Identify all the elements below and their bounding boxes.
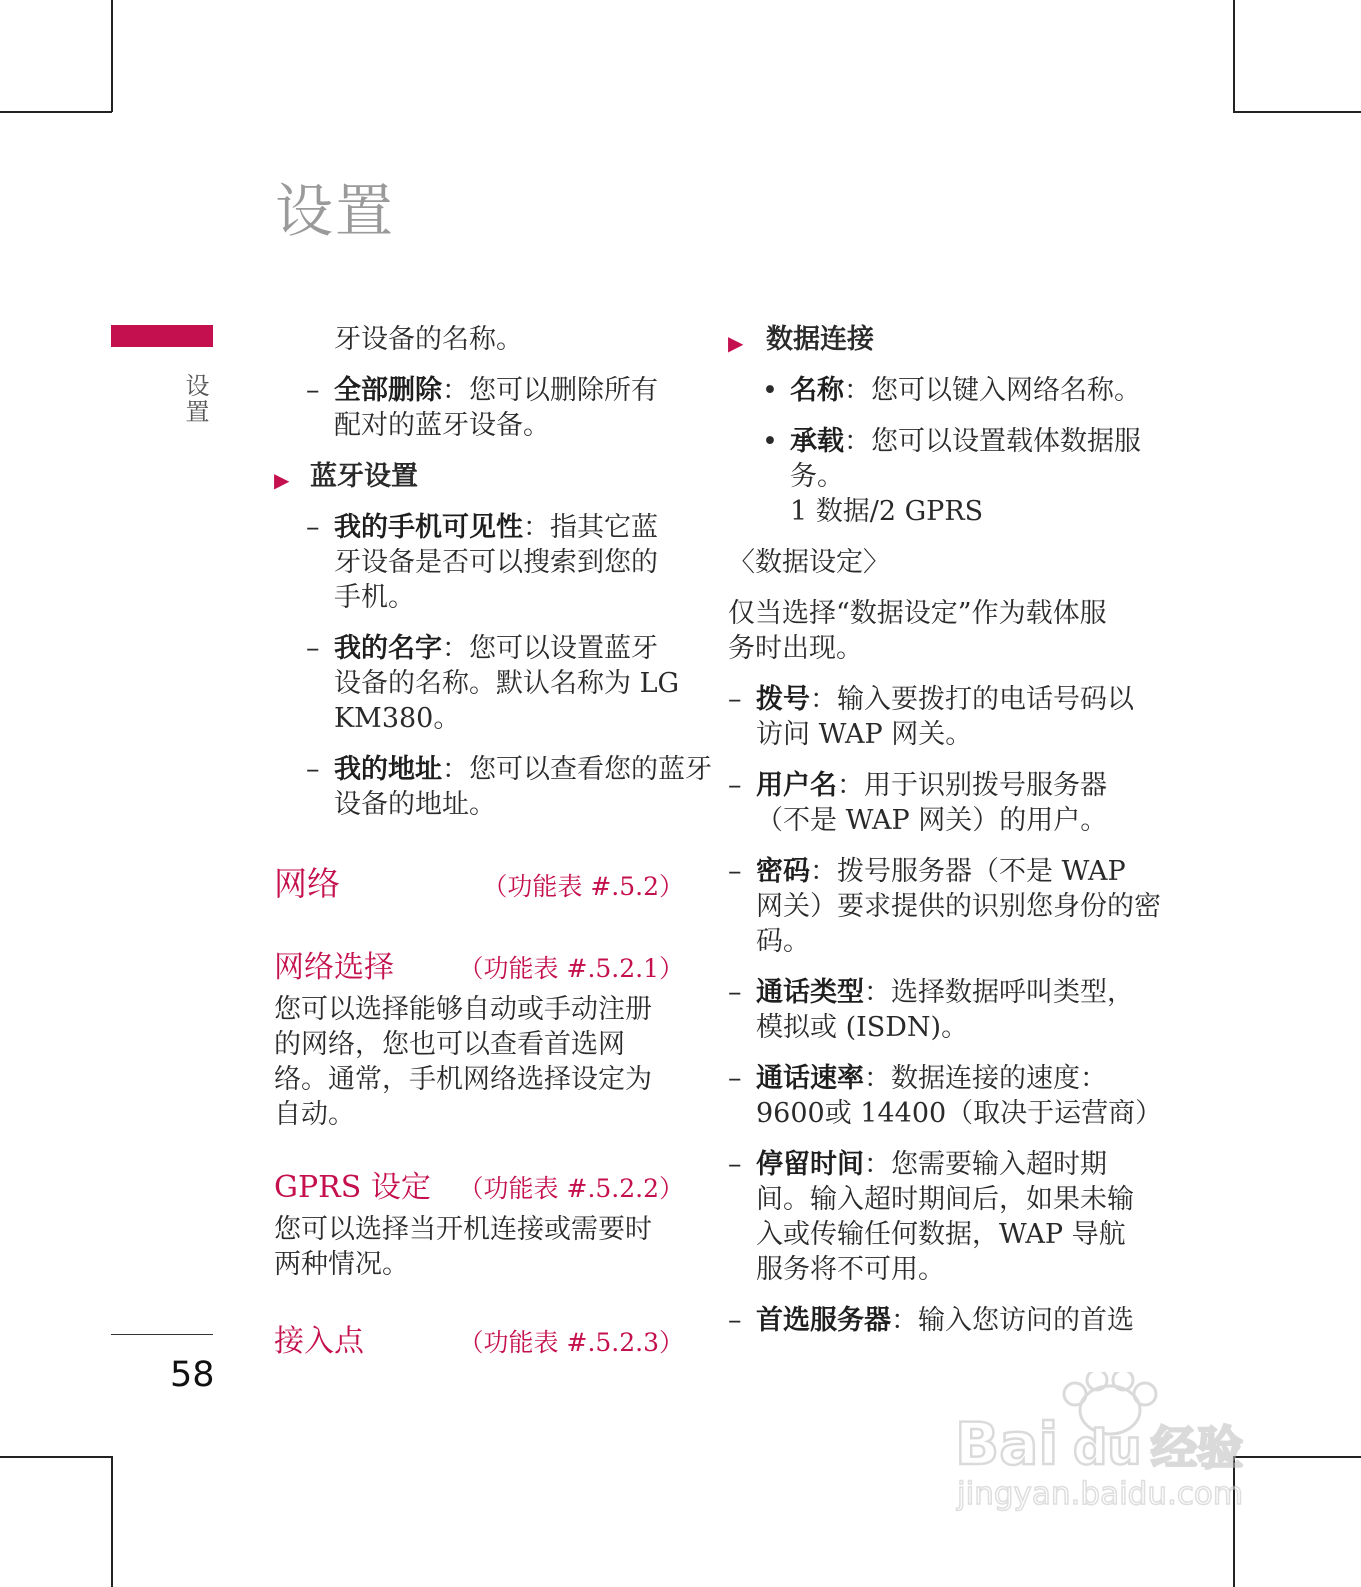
menu-reference: （功能表 #.5.2.3） <box>458 1328 684 1357</box>
subsection-heading: ▶ 蓝牙设置 <box>274 459 684 494</box>
subsection-heading: 〈数据设定〉 <box>728 547 890 578</box>
section-heading-network <box>274 866 684 904</box>
list-item: • 名称：您可以键入网络名称。 <box>728 373 1148 408</box>
side-chapter-label: 设置 <box>181 373 209 425</box>
list-item: – 通话速率：数据连接的速度：9600或 14400（取决于运营商） <box>728 1061 1156 1131</box>
svg-text:Bai: Bai <box>955 1410 1059 1478</box>
section-body: 您可以选择能够自动或手动注册的网络，您也可以查看首选网络。通常，手机网络选择设定为自动。 <box>274 994 652 1130</box>
list-item: – 用户名：用于识别拨号服务器（不是 WAP 网关）的用户。 <box>728 768 1151 838</box>
list-item: – 全部删除：您可以删除所有配对的蓝牙设备。 <box>274 373 684 443</box>
list-item: – 停留时间：您需要输入超时期间。输入超时期间后，如果未输入或传输任何数据，WAP 导航服务将不可用。 <box>728 1147 1151 1287</box>
list-item: – 首选服务器：输入您访问的首选 <box>728 1303 1151 1338</box>
section-heading-access-point <box>274 1324 684 1360</box>
svg-text:jingyan.baidu.com: jingyan.baidu.com <box>957 1476 1244 1512</box>
crop-mark <box>0 1456 112 1458</box>
menu-reference: （功能表 #.5.2.1） <box>458 954 684 983</box>
term: 承载 <box>790 426 844 457</box>
crop-mark <box>111 0 113 112</box>
footer-rule <box>111 1334 213 1335</box>
term: 通话速率 <box>756 1063 864 1094</box>
section-title: GPRS 设定 <box>274 1170 431 1205</box>
section-heading-gprs <box>274 1170 684 1206</box>
triangle-bullet-icon: ▶ <box>728 331 744 355</box>
term: 我的名字 <box>334 633 442 664</box>
page-title: 设置 <box>275 177 396 245</box>
section-title: 网络 <box>274 864 340 903</box>
crop-mark <box>111 1456 113 1587</box>
page-number: 58 <box>170 1355 215 1395</box>
crop-mark <box>1233 0 1235 112</box>
menu-reference: （功能表 #.5.2） <box>482 872 684 901</box>
continued-text: 牙设备的名称。 <box>334 324 523 355</box>
bearer-options: 1 数据/2 GPRS <box>790 496 984 527</box>
term: 用户名 <box>756 770 837 801</box>
term: 首选服务器 <box>756 1305 891 1336</box>
term: 名称 <box>790 375 844 406</box>
menu-reference: （功能表 #.5.2.2） <box>458 1174 684 1203</box>
list-item: – 密码：拨号服务器（不是 WAP 网关）要求提供的识别您身份的密码。 <box>728 854 1161 959</box>
list-item: – 拨号：输入要拨打的电话号码以访问 WAP 网关。 <box>728 682 1151 752</box>
section-heading-network-select <box>274 950 684 986</box>
term: 我的手机可见性 <box>334 512 523 543</box>
list-item: – 我的手机可见性：指其它蓝牙设备是否可以搜索到您的手机。 <box>274 510 684 615</box>
term: 密码 <box>756 856 810 887</box>
section-body: 您可以选择当开机连接或需要时两种情况。 <box>274 1214 652 1280</box>
baidu-jingyan-watermark <box>955 1372 1265 1512</box>
intro-text: 仅当选择“数据设定”作为载体服务时出现。 <box>728 598 1107 664</box>
term: 全部删除 <box>334 375 442 406</box>
crop-mark <box>0 111 112 113</box>
list-item: – 通话类型：选择数据呼叫类型，模拟或 (ISDN)。 <box>728 975 1151 1045</box>
term: 我的地址 <box>334 754 442 785</box>
svg-text:经验: 经验 <box>1151 1421 1243 1475</box>
list-item: • 承载：您可以设置载体数据服务。 <box>728 424 1170 494</box>
section-title: 接入点 <box>274 1324 364 1359</box>
list-item: – 我的地址：您可以查看您的蓝牙设备的地址。 <box>274 752 729 822</box>
subsection-heading: ▶ 数据连接 <box>728 322 1148 357</box>
list-item: – 我的名字：您可以设置蓝牙设备的名称。默认名称为 LG KM380。 <box>274 631 684 736</box>
term: 通话类型 <box>756 977 864 1008</box>
term: 停留时间 <box>756 1149 864 1180</box>
triangle-bullet-icon: ▶ <box>274 468 290 492</box>
right-column <box>728 322 1163 1338</box>
crop-mark <box>1233 111 1361 113</box>
svg-text:du: du <box>1073 1420 1142 1476</box>
chapter-tab-marker <box>111 325 213 347</box>
term: 拨号 <box>756 684 810 715</box>
section-title: 网络选择 <box>274 950 394 985</box>
left-column <box>274 322 712 1360</box>
